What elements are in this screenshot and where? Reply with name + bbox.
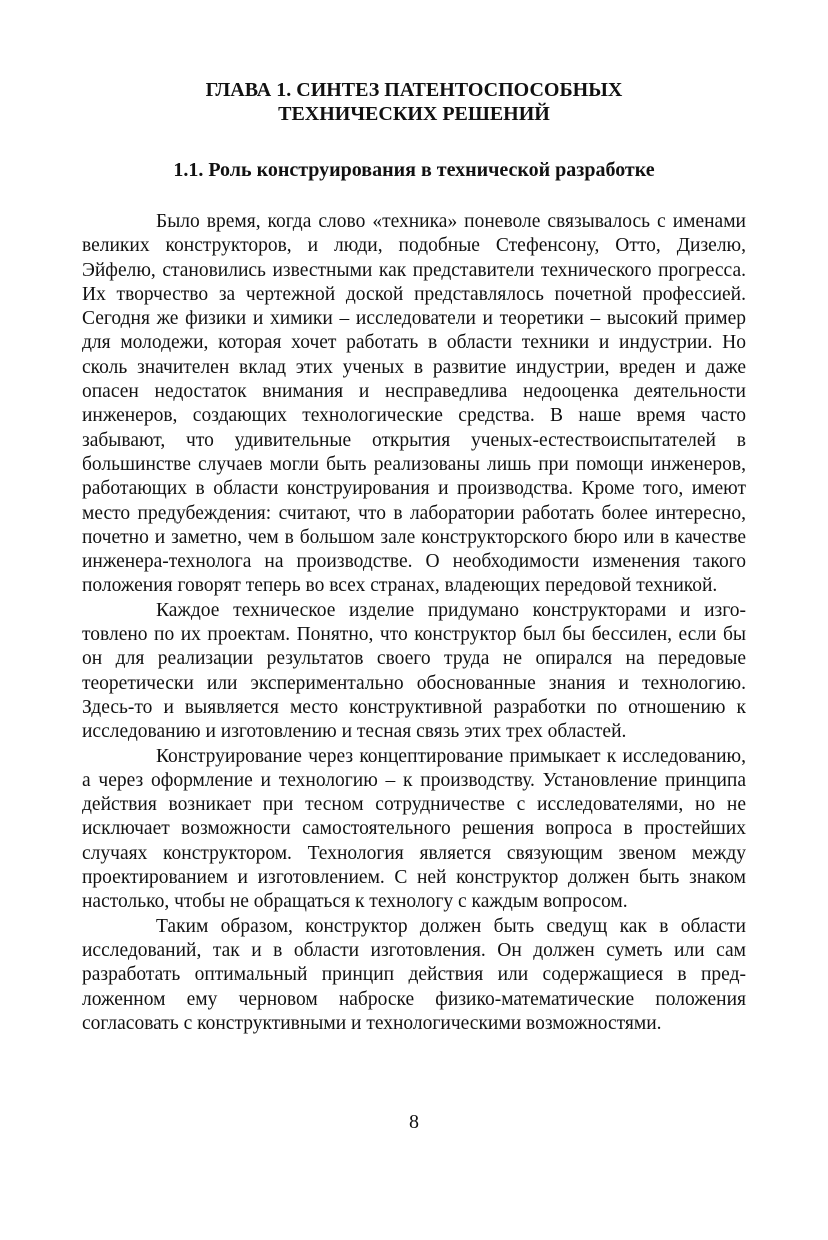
paragraph-2: Каждое техническое изделие придумано конструкторами и изготовлено по их проектам. Понятно, что конструктор был бы бессилен, если бы он для реализации результатов своего труда не опирался на передовые теоретически или экспериментально обоснованные знания и технологию. Здесь-то и выявляется место конструктивной разработки по отношению к исследованию и изготовлению и тесная связь этих трех областей.	[82, 599, 746, 743]
chapter-title-line-2: ТЕХНИЧЕСКИХ РЕШЕНИЙ	[278, 103, 550, 125]
paragraph-4: Таким образом, конструктор должен быть сведущ как в области исследований, так и в области изготовления. Он должен суметь или сам разработать оптимальный принцип действия или содержащиеся в предложенном ему черновом наброске физико-математические положения согласовать с конструктивными и технологическими возможностями.	[82, 915, 746, 1034]
chapter-title-line-1: ГЛАВА 1. СИНТЕЗ ПАТЕНТОСПОСОБНЫХ	[205, 79, 623, 101]
section-title: 1.1. Роль конструирования в технической разработке	[173, 159, 655, 181]
paragraph-3: Конструирование через концептирование примыкает к исследованию, а через оформление и технологию – к производству. Установление принципа действия возникает при тесном сотрудничестве с исследователями, но не исключает возможности самостоятельного решения вопроса в простейших случаях конструктором. Технология является связующим звеном между проектированием и изготовлением. С ней конструктор должен быть знаком настолько, чтобы не обращаться к технологу с каждым вопросом.	[82, 745, 746, 913]
page-content	[82, 78, 746, 1036]
page-number: 8	[409, 1111, 419, 1133]
chapter-title	[82, 78, 746, 126]
paragraph-1: Было время, когда слово «техника» поневоле связывалось с именами великих конструкторов, и люди, подобные Стефенсону, Отто, Дизелю, Эйфелю, становились известными как представители технического прогресса. Их творчество за чертежной доской представлялось почетной профессией. Сегодня же физики и химики – исследователи и теоретики – высокий пример для молодежи, которая хочет работать в области техники и индустрии. Но сколь значителен вклад этих ученых в развитие индустрии, вреден и даже опасен недостаток внимания и несправедлива недооценка деятельности инженеров, создающих технологические средства. В наше время часто забывают, что удивительные открытия ученых-естествоиспытателей в большинстве случаев могли быть реализованы лишь при помощи инженеров, работающих в области конструирования и производства. Кроме того, имеют место предубеждения: считают, что в лаборатории работать более интересно, почетно и заметно, чем в большом зале конструкторского бюро или в качестве инженера-технолога на производстве. О необходимости изменения такого положения говорят теперь во всех странах, владеющих передовой техникой.	[82, 211, 746, 597]
